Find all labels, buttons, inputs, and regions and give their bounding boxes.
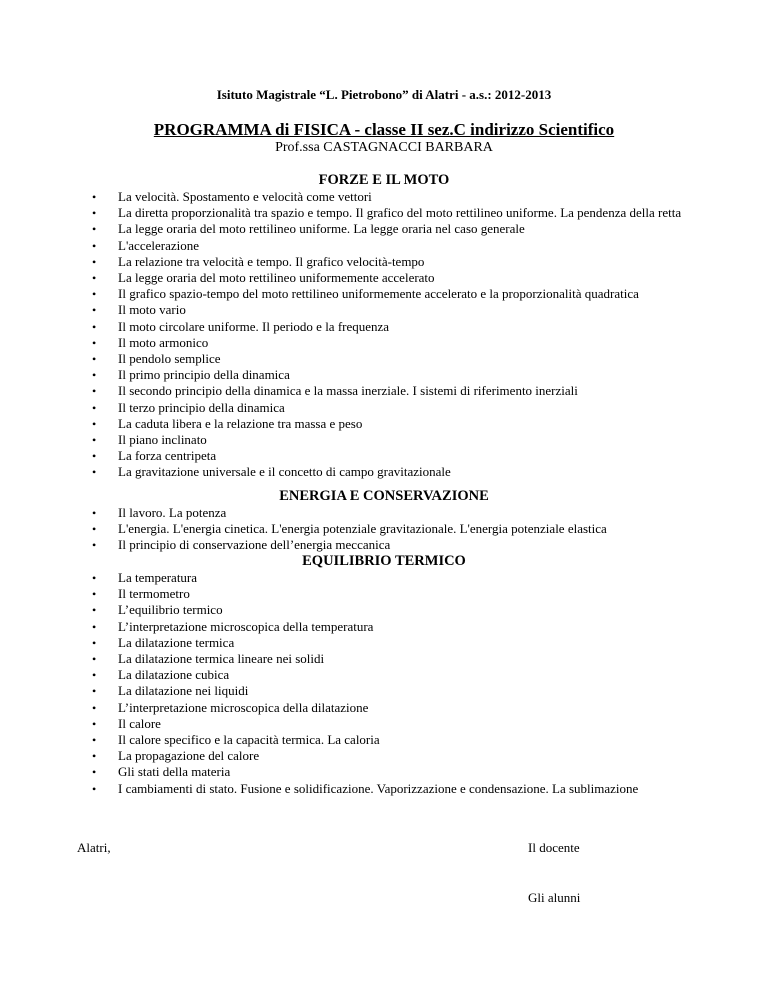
list-item: • La velocità. Spostamento e velocità come vettori xyxy=(0,189,688,205)
list-item: • Il primo principio della dinamica xyxy=(0,367,688,383)
teacher-name: Prof.ssa CASTAGNACCI BARBARA xyxy=(275,140,493,155)
list-item: • Il moto circolare uniforme. Il periodo e la frequenza xyxy=(0,319,688,335)
list-item: • La relazione tra velocità e tempo. Il grafico velocità-tempo xyxy=(0,254,688,270)
list-item: • Il terzo principio della dinamica xyxy=(0,400,688,416)
list-item: • La gravitazione universale e il concetto di campo gravitazionale xyxy=(0,464,688,480)
place-label: Alatri, xyxy=(77,840,111,855)
topic-list-equilibrio xyxy=(0,570,688,797)
list-item: • Il grafico spazio-tempo del moto rettilineo uniformemente accelerato e la proporzionalità quadratica xyxy=(0,286,688,302)
list-item: • L’interpretazione microscopica della dilatazione xyxy=(0,700,688,716)
list-item: • La diretta proporzionalità tra spazio e tempo. Il grafico del moto rettilineo uniforme. La pendenza della retta xyxy=(0,205,688,221)
list-item: • Il moto vario xyxy=(0,302,688,318)
list-item: • La legge oraria del moto rettilineo uniformemente accelerato xyxy=(0,270,688,286)
list-item: • Il moto armonico xyxy=(0,335,688,351)
list-item: • Gli stati della materia xyxy=(0,764,688,780)
list-item: • La legge oraria del moto rettilineo uniforme. La legge oraria nel caso generale xyxy=(0,221,688,237)
section-heading-energia: ENERGIA E CONSERVAZIONE xyxy=(279,488,489,504)
list-item: • L'accelerazione xyxy=(0,238,688,254)
topic-list-forze xyxy=(0,189,688,481)
list-item: • Il piano inclinato xyxy=(0,432,688,448)
list-item: • L’equilibrio termico xyxy=(0,602,688,618)
list-item: • Il termometro xyxy=(0,586,688,602)
institute-heading: Isituto Magistrale “L. Pietrobono” di Alatri - a.s.: 2012-2013 xyxy=(216,87,552,102)
list-item: • La dilatazione nei liquidi xyxy=(0,683,688,699)
list-item: • La dilatazione cubica xyxy=(0,667,688,683)
topic-list-energia xyxy=(0,505,688,554)
list-item: • Il secondo principio della dinamica e la massa inerziale. I sistemi di riferimento inerziali xyxy=(0,383,688,399)
list-item: • Il lavoro. La potenza xyxy=(0,505,688,521)
section-heading-forze: FORZE E IL MOTO xyxy=(318,172,450,188)
list-item: • La dilatazione termica lineare nei solidi xyxy=(0,651,688,667)
list-item: • La caduta libera e la relazione tra massa e peso xyxy=(0,416,688,432)
list-item: • Il calore specifico e la capacità termica. La caloria xyxy=(0,732,688,748)
section-heading-equilibrio: EQUILIBRIO TERMICO xyxy=(302,553,466,569)
list-item: • La propagazione del calore xyxy=(0,748,688,764)
list-item: • Il pendolo semplice xyxy=(0,351,688,367)
students-signature-label: Gli alunni xyxy=(528,890,581,905)
list-item: • Il principio di conservazione dell’energia meccanica xyxy=(0,537,688,553)
list-item: • L'energia. L'energia cinetica. L'energia potenziale gravitazionale. L'energia potenziale elastica xyxy=(0,521,688,537)
list-item: • La temperatura xyxy=(0,570,688,586)
teacher-signature-label: Il docente xyxy=(528,840,580,855)
list-item: • La forza centripeta xyxy=(0,448,688,464)
document-title: PROGRAMMA di FISICA - classe II sez.C indirizzo Scientifico xyxy=(153,120,615,139)
list-item: • La dilatazione termica xyxy=(0,635,688,651)
list-item: • I cambiamenti di stato. Fusione e solidificazione. Vaporizzazione e condensazione. La sublimazione xyxy=(0,781,688,797)
list-item: • Il calore xyxy=(0,716,688,732)
list-item: • L’interpretazione microscopica della temperatura xyxy=(0,619,688,635)
